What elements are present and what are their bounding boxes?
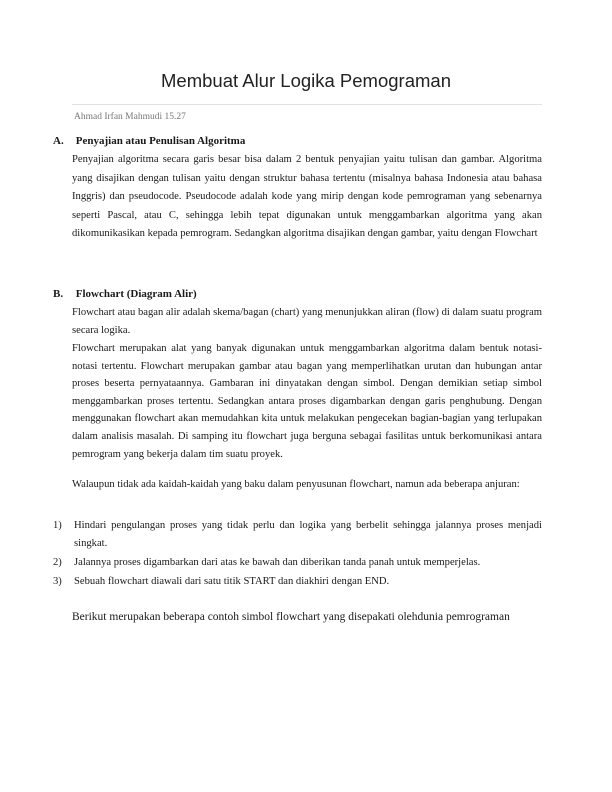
- list-item-number: 1): [53, 520, 62, 531]
- closing-sentence: Berikut merupakan beberapa contoh simbol flowchart yang disepakati olehdunia pemrograman: [72, 611, 510, 623]
- list-item: [53, 554, 542, 572]
- section-b-heading: [53, 288, 197, 300]
- author-meta: Ahmad Irfan Mahmudi 15.27: [74, 112, 186, 122]
- page-title: Membuat Alur Logika Pemograman: [161, 70, 451, 91]
- list-item-text: Hindari pengulangan proses yang tidak perlu dan logika yang berbelit sehingga jalannya proses menjadi singkat.: [74, 520, 542, 549]
- list-item-number: 3): [53, 576, 62, 587]
- section-a-heading: [53, 135, 245, 147]
- list-item-text: Sebuah flowchart diawali dari satu titik START dan diakhiri dengan END.: [74, 576, 390, 587]
- meta-divider: [72, 104, 542, 105]
- list-item: [53, 573, 542, 591]
- list-item: [53, 517, 542, 552]
- section-b-number: B.: [53, 288, 64, 300]
- list-item-text: Jalannya proses digambarkan dari atas ke bawah dan diberikan tanda panah untuk memperjelas.: [74, 557, 481, 568]
- section-b-paragraph-1: Flowchart atau bagan alir adalah skema/bagan (chart) yang menunjukkan aliran (flow) di dalam suatu program secara logika.: [72, 307, 542, 336]
- section-b-paragraph-2: Flowchart merupakan alat yang banyak digunakan untuk menggambarkan algoritma dalam bentuk notasi-notasi tertentu. Flowchart merupakan gambar atau bagan yang memperlihatkan urutan dan hubungan antar proses beserta pernyataannya. Gambaran ini dinyatakan dengan simbol. Dengan demikian setiap simbol menggambarkan proses tertentu. Sedangkan antara proses digambarkan dengan garis penghubung. Dengan menggunakan flowchart akan memudahkan kita untuk melakukan pengecekan bagian-bagian yang terlupakan dalam analisis masalah. Di samping itu flowchart juga berguna sebagai fasilitas untuk berkomunikasi antara pemrogram yang bekerja dalam tim suatu proyek.: [72, 343, 542, 460]
- section-a-number: A.: [53, 135, 64, 147]
- section-a-title: Penyajian atau Penulisan Algoritma: [75, 135, 246, 147]
- section-a-paragraph: Penyajian algoritma secara garis besar bisa dalam 2 bentuk penyajian yaitu tulisan dan gambar. Algoritma yang disajikan dengan tulisan yaitu dengan struktur bahasa tertentu (misalnya bahasa Indonesia atau bahasa Inggris) dan pseudocode. Pseudocode adalah kode yang mirip dengan kode pemrograman yang sebenarnya seperti Pascal, atau C, sehingga lebih tepat digunakan untuk menggambarkan algoritma yang akan dikomunikasikan kepada pemrogram. Sedangkan algoritma disajikan dengan gambar, yaitu dengan Flowchart: [72, 154, 542, 240]
- section-b-paragraph-3: Walaupun tidak ada kaidah-kaidah yang baku dalam penyusunan flowchart, namun ada beberapa anjuran:: [72, 479, 520, 490]
- section-b-title: Flowchart (Diagram Alir): [75, 288, 197, 300]
- list-item-number: 2): [53, 557, 62, 568]
